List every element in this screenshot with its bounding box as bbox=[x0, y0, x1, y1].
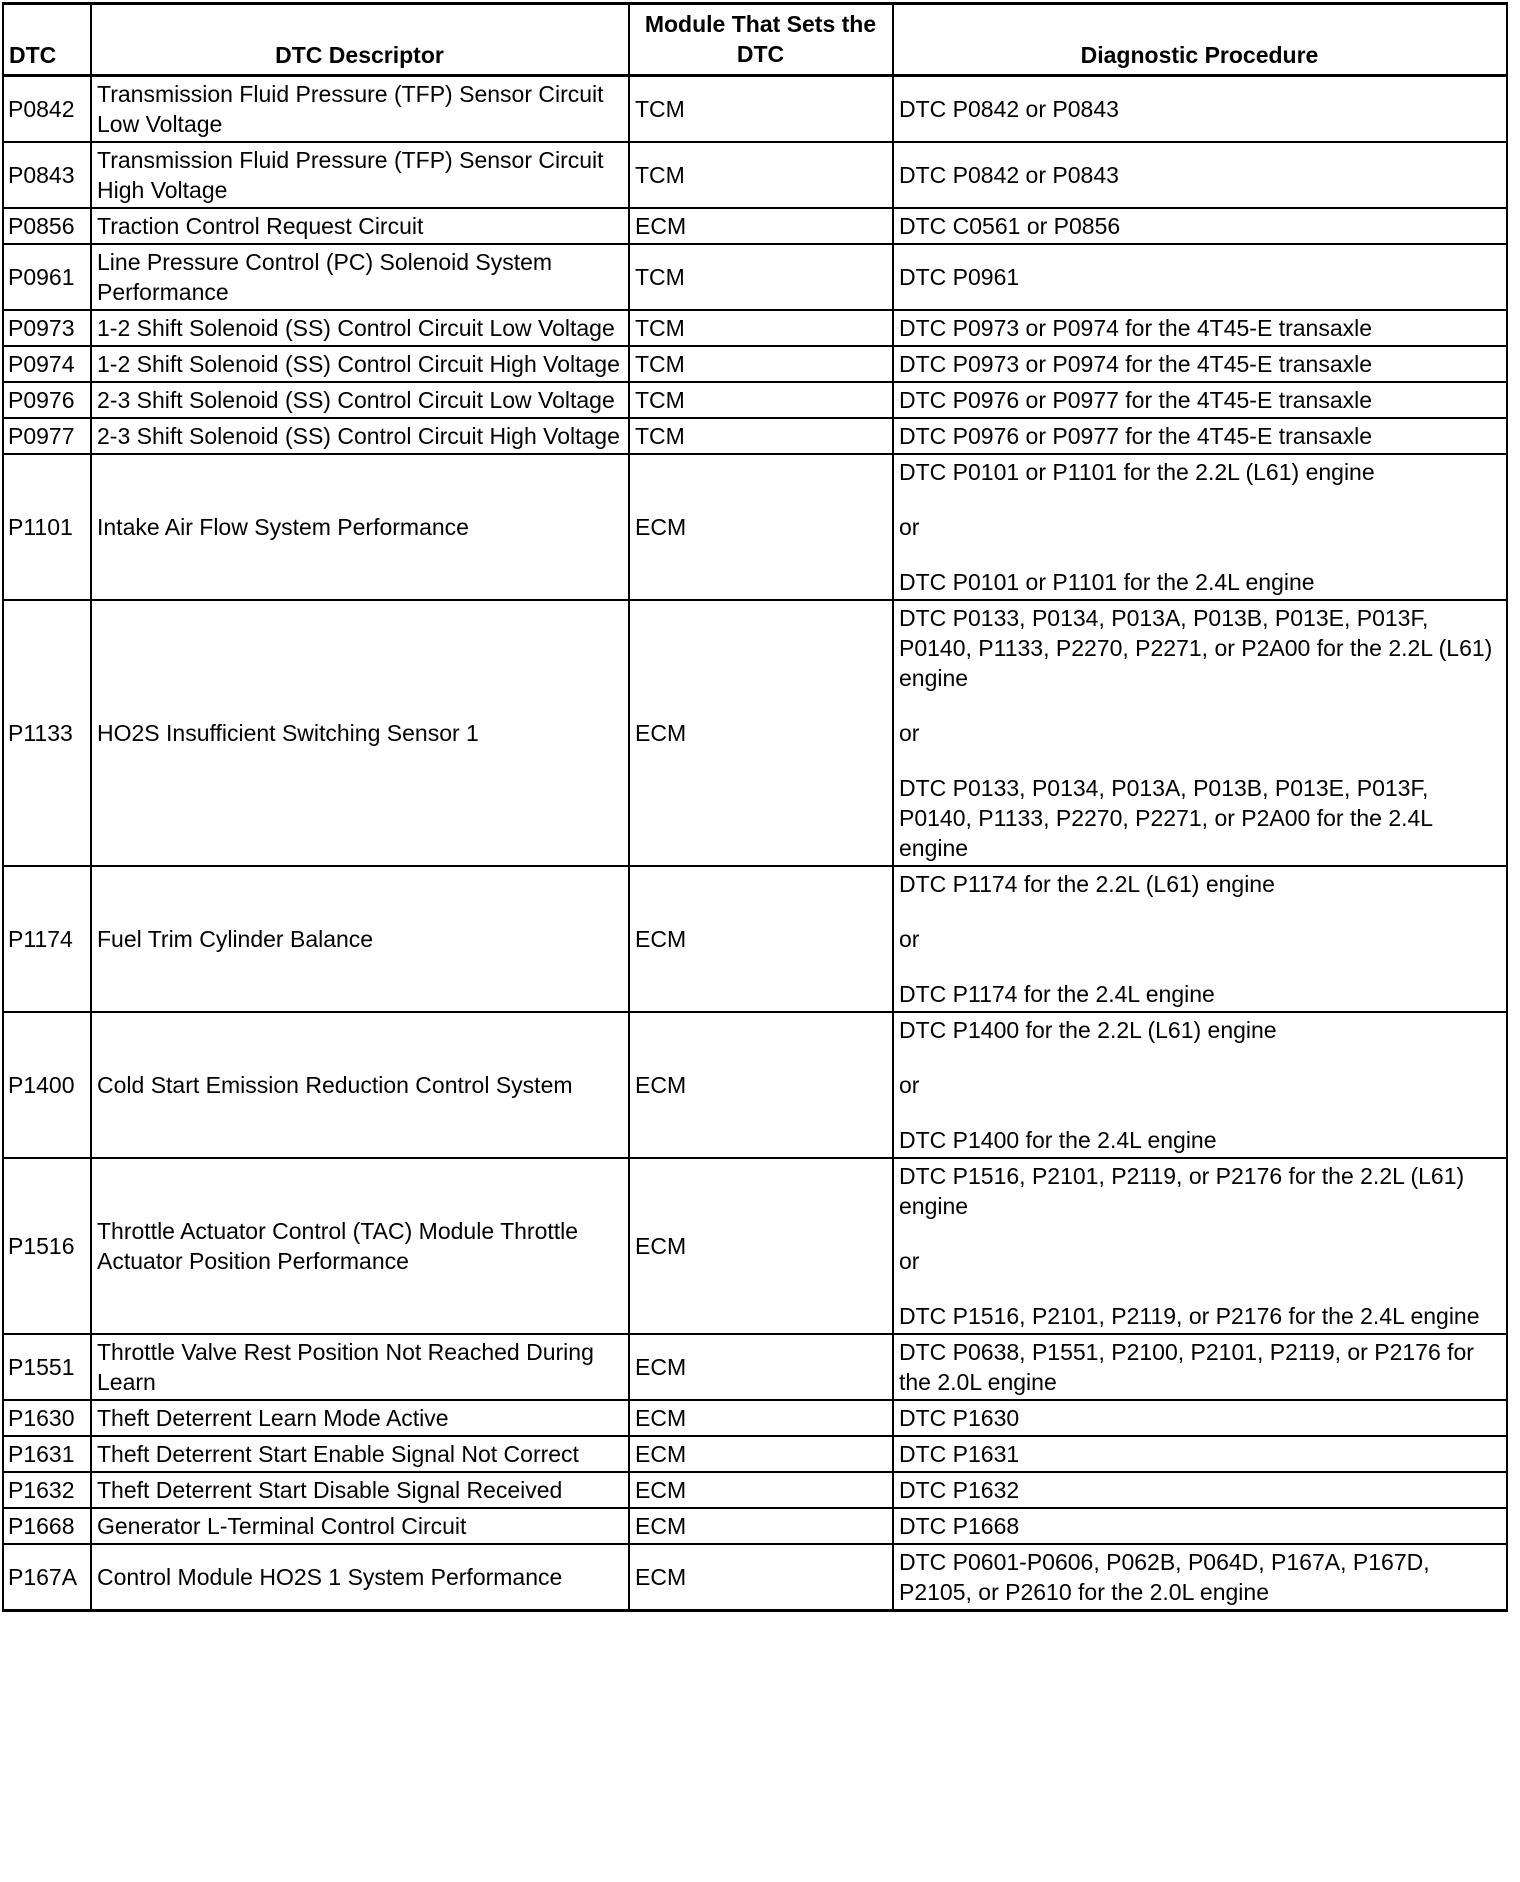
table-row bbox=[3, 76, 1507, 143]
dtc-descriptor-cell: Throttle Actuator Control (TAC) Module Throttle Actuator Position Performance bbox=[91, 1158, 629, 1334]
module-cell: TCM bbox=[629, 142, 893, 208]
module-cell: ECM bbox=[629, 866, 893, 1012]
table-row bbox=[3, 1436, 1507, 1472]
dtc-code-cell: P0973 bbox=[3, 310, 91, 346]
module-cell: ECM bbox=[629, 454, 893, 600]
procedure-line: DTC P0976 or P0977 for the 4T45-E transaxle bbox=[899, 423, 1373, 449]
table-row bbox=[3, 1544, 1507, 1611]
diagnostic-procedure-cell bbox=[893, 1012, 1507, 1158]
diagnostic-procedure-cell bbox=[893, 1508, 1507, 1544]
diagnostic-procedure-cell bbox=[893, 382, 1507, 418]
module-cell: ECM bbox=[629, 1544, 893, 1611]
dtc-descriptor-cell: 2-3 Shift Solenoid (SS) Control Circuit High Voltage bbox=[91, 418, 629, 454]
table-row bbox=[3, 310, 1507, 346]
diagnostic-procedure-cell bbox=[893, 1436, 1507, 1472]
procedure-line: DTC P0973 or P0974 for the 4T45-E transaxle bbox=[899, 351, 1373, 377]
header-module: Module That Sets the DTC bbox=[629, 4, 893, 76]
procedure-line: DTC P0961 bbox=[899, 264, 1020, 290]
dtc-descriptor-cell: Intake Air Flow System Performance bbox=[91, 454, 629, 600]
dtc-descriptor-cell: Control Module HO2S 1 System Performance bbox=[91, 1544, 629, 1611]
diagnostic-procedure-cell bbox=[893, 1400, 1507, 1436]
diagnostic-procedure-cell bbox=[893, 244, 1507, 310]
procedure-line: DTC P0638, P1551, P2100, P2101, P2119, or P2176 for the 2.0L engine bbox=[899, 1339, 1474, 1395]
table-row bbox=[3, 418, 1507, 454]
module-cell: TCM bbox=[629, 418, 893, 454]
diagnostic-procedure-cell bbox=[893, 310, 1507, 346]
module-cell: TCM bbox=[629, 346, 893, 382]
table-row bbox=[3, 1400, 1507, 1436]
procedure-line: DTC P1631 bbox=[899, 1441, 1020, 1467]
dtc-code-cell: P1516 bbox=[3, 1158, 91, 1334]
module-cell: ECM bbox=[629, 1012, 893, 1158]
procedure-or-separator: or bbox=[899, 1248, 920, 1274]
procedure-line: DTC P1516, P2101, P2119, or P2176 for the 2.4L engine bbox=[899, 1303, 1480, 1329]
dtc-code-cell: P0856 bbox=[3, 208, 91, 244]
procedure-line: DTC P1400 for the 2.4L engine bbox=[899, 1127, 1217, 1153]
diagnostic-procedure-cell bbox=[893, 208, 1507, 244]
table-row bbox=[3, 346, 1507, 382]
module-cell: ECM bbox=[629, 1334, 893, 1400]
table-header bbox=[3, 4, 1507, 76]
procedure-line: DTC P0842 or P0843 bbox=[899, 162, 1119, 188]
diagnostic-procedure-cell bbox=[893, 418, 1507, 454]
diagnostic-procedure-cell bbox=[893, 1334, 1507, 1400]
table-row bbox=[3, 1158, 1507, 1334]
module-cell: ECM bbox=[629, 1472, 893, 1508]
module-cell: ECM bbox=[629, 208, 893, 244]
module-cell: TCM bbox=[629, 382, 893, 418]
dtc-code-cell: P0843 bbox=[3, 142, 91, 208]
dtc-descriptor-cell: Line Pressure Control (PC) Solenoid System Performance bbox=[91, 244, 629, 310]
dtc-table-container bbox=[2, 2, 1506, 1612]
table-row bbox=[3, 1472, 1507, 1508]
table-row bbox=[3, 600, 1507, 866]
procedure-or-separator: or bbox=[899, 1072, 920, 1098]
diagnostic-procedure-cell bbox=[893, 866, 1507, 1012]
dtc-descriptor-cell: Theft Deterrent Start Disable Signal Received bbox=[91, 1472, 629, 1508]
procedure-line: DTC P1400 for the 2.2L (L61) engine bbox=[899, 1017, 1277, 1043]
procedure-line: DTC P0101 or P1101 for the 2.2L (L61) engine bbox=[899, 459, 1375, 485]
table-row bbox=[3, 866, 1507, 1012]
module-cell: TCM bbox=[629, 76, 893, 143]
dtc-code-cell: P0974 bbox=[3, 346, 91, 382]
dtc-code-cell: P1632 bbox=[3, 1472, 91, 1508]
header-descriptor: DTC Descriptor bbox=[91, 4, 629, 76]
dtc-code-cell: P0961 bbox=[3, 244, 91, 310]
header-procedure: Diagnostic Procedure bbox=[893, 4, 1507, 76]
diagnostic-procedure-cell bbox=[893, 346, 1507, 382]
dtc-code-cell: P1400 bbox=[3, 1012, 91, 1158]
dtc-descriptor-cell: Transmission Fluid Pressure (TFP) Sensor Circuit Low Voltage bbox=[91, 76, 629, 143]
dtc-code-cell: P0842 bbox=[3, 76, 91, 143]
dtc-descriptor-cell: 1-2 Shift Solenoid (SS) Control Circuit Low Voltage bbox=[91, 310, 629, 346]
dtc-descriptor-cell: Throttle Valve Rest Position Not Reached During Learn bbox=[91, 1334, 629, 1400]
procedure-line: DTC P1174 for the 2.4L engine bbox=[899, 981, 1215, 1007]
dtc-code-cell: P1133 bbox=[3, 600, 91, 866]
procedure-line: DTC P0101 or P1101 for the 2.4L engine bbox=[899, 569, 1315, 595]
table-row bbox=[3, 1012, 1507, 1158]
dtc-descriptor-cell: Transmission Fluid Pressure (TFP) Sensor Circuit High Voltage bbox=[91, 142, 629, 208]
dtc-code-cell: P1174 bbox=[3, 866, 91, 1012]
procedure-or-separator: or bbox=[899, 514, 920, 540]
dtc-descriptor-cell: 2-3 Shift Solenoid (SS) Control Circuit Low Voltage bbox=[91, 382, 629, 418]
diagnostic-procedure-cell bbox=[893, 600, 1507, 866]
table-row bbox=[3, 142, 1507, 208]
dtc-code-cell: P0977 bbox=[3, 418, 91, 454]
dtc-descriptor-cell: HO2S Insufficient Switching Sensor 1 bbox=[91, 600, 629, 866]
header-dtc: DTC bbox=[3, 4, 91, 76]
dtc-descriptor-cell: Generator L-Terminal Control Circuit bbox=[91, 1508, 629, 1544]
dtc-code-cell: P1551 bbox=[3, 1334, 91, 1400]
procedure-line: DTC P0133, P0134, P013A, P013B, P013E, P013F, P0140, P1133, P2270, P2271, or P2A00 for the 2.4L engine bbox=[899, 775, 1433, 861]
dtc-code-cell: P167A bbox=[3, 1544, 91, 1611]
table-row bbox=[3, 208, 1507, 244]
diagnostic-procedure-cell bbox=[893, 1158, 1507, 1334]
table-row bbox=[3, 454, 1507, 600]
dtc-table bbox=[2, 2, 1508, 1612]
dtc-descriptor-cell: Cold Start Emission Reduction Control System bbox=[91, 1012, 629, 1158]
module-cell: TCM bbox=[629, 244, 893, 310]
module-cell: ECM bbox=[629, 1436, 893, 1472]
procedure-line: DTC P1516, P2101, P2119, or P2176 for the 2.2L (L61) engine bbox=[899, 1163, 1465, 1219]
module-cell: ECM bbox=[629, 1400, 893, 1436]
dtc-code-cell: P1101 bbox=[3, 454, 91, 600]
diagnostic-procedure-cell bbox=[893, 1544, 1507, 1611]
dtc-descriptor-cell: Theft Deterrent Learn Mode Active bbox=[91, 1400, 629, 1436]
procedure-line: DTC P0973 or P0974 for the 4T45-E transaxle bbox=[899, 315, 1373, 341]
table-body bbox=[3, 76, 1507, 1611]
procedure-line: DTC P1174 for the 2.2L (L61) engine bbox=[899, 871, 1275, 897]
dtc-descriptor-cell: Fuel Trim Cylinder Balance bbox=[91, 866, 629, 1012]
procedure-line: DTC P0842 or P0843 bbox=[899, 96, 1119, 122]
table-row bbox=[3, 1334, 1507, 1400]
table-row bbox=[3, 244, 1507, 310]
module-cell: TCM bbox=[629, 310, 893, 346]
dtc-descriptor-cell: 1-2 Shift Solenoid (SS) Control Circuit High Voltage bbox=[91, 346, 629, 382]
procedure-line: DTC P1630 bbox=[899, 1405, 1020, 1431]
procedure-or-separator: or bbox=[899, 720, 920, 746]
dtc-descriptor-cell: Theft Deterrent Start Enable Signal Not Correct bbox=[91, 1436, 629, 1472]
procedure-line: DTC P1632 bbox=[899, 1477, 1020, 1503]
dtc-code-cell: P0976 bbox=[3, 382, 91, 418]
procedure-line: DTC P1668 bbox=[899, 1513, 1020, 1539]
diagnostic-procedure-cell bbox=[893, 142, 1507, 208]
procedure-line: DTC P0976 or P0977 for the 4T45-E transaxle bbox=[899, 387, 1373, 413]
procedure-line: DTC P0133, P0134, P013A, P013B, P013E, P013F, P0140, P1133, P2270, P2271, or P2A00 for the 2.2L (L61) engine bbox=[899, 605, 1493, 691]
table-row bbox=[3, 382, 1507, 418]
module-cell: ECM bbox=[629, 600, 893, 866]
module-cell: ECM bbox=[629, 1508, 893, 1544]
module-cell: ECM bbox=[629, 1158, 893, 1334]
dtc-code-cell: P1631 bbox=[3, 1436, 91, 1472]
table-row bbox=[3, 1508, 1507, 1544]
procedure-or-separator: or bbox=[899, 926, 920, 952]
dtc-code-cell: P1630 bbox=[3, 1400, 91, 1436]
diagnostic-procedure-cell bbox=[893, 1472, 1507, 1508]
dtc-descriptor-cell: Traction Control Request Circuit bbox=[91, 208, 629, 244]
diagnostic-procedure-cell bbox=[893, 454, 1507, 600]
procedure-line: DTC C0561 or P0856 bbox=[899, 213, 1121, 239]
dtc-code-cell: P1668 bbox=[3, 1508, 91, 1544]
procedure-line: DTC P0601-P0606, P062B, P064D, P167A, P167D, P2105, or P2610 for the 2.0L engine bbox=[899, 1549, 1430, 1605]
diagnostic-procedure-cell bbox=[893, 76, 1507, 143]
header-row bbox=[3, 4, 1507, 76]
